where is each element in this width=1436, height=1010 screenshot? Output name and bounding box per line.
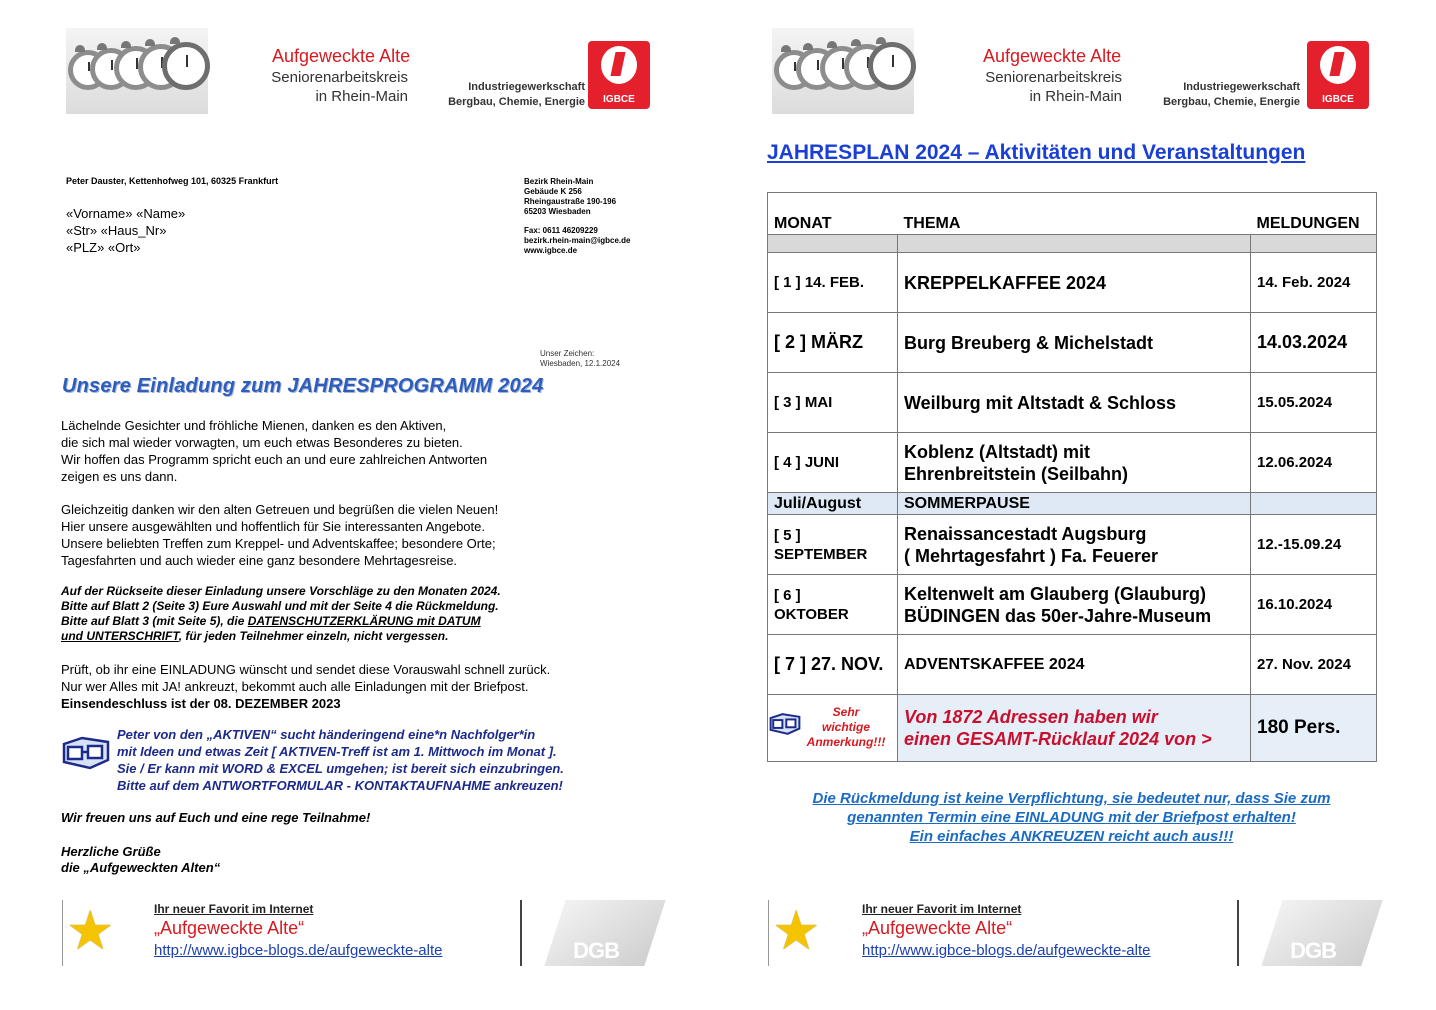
dgb-logo-text: DGB — [1290, 938, 1337, 963]
banner-heading: Ihr neuer Favorit im Internet — [862, 902, 1022, 916]
union-name — [1148, 80, 1300, 110]
brand-title: Aufgeweckte Alte — [272, 46, 411, 66]
date-cell: 14.03.2024 — [1251, 313, 1377, 373]
topic-line: Renaissancestadt Augsburg — [904, 523, 1147, 544]
brand-title: Aufgeweckte Alte — [983, 46, 1122, 66]
note-line: einen GESAMT-Rücklauf 2024 von > — [904, 729, 1212, 749]
website-line: www.igbce.de — [524, 246, 578, 255]
note-label-line: wichtige — [821, 720, 870, 734]
fax-line: Fax: 0611 46209229 — [524, 226, 598, 235]
union-line-2: Bergbau, Chemie, Energie — [1163, 96, 1300, 108]
paragraph-line: die sich mal wieder vorwagten, um euch etwas Besonderes zu bieten. — [61, 435, 463, 450]
banner-title: „Aufgeweckte Alte“ — [154, 918, 305, 938]
date-cell: 15.05.2024 — [1251, 373, 1377, 433]
topic-cell — [898, 515, 1251, 575]
banner-heading: Ihr neuer Favorit im Internet — [154, 902, 314, 916]
month-cell: [ 4 ] JUNI — [768, 433, 898, 493]
paragraph-line: Hier unsere ausgewählten und hoffentlich für Sie interessanten Angebote. — [61, 519, 485, 534]
union-line-1: Industriegewerkschaft — [1183, 81, 1300, 93]
banner-title: „Aufgeweckte Alte“ — [862, 918, 1013, 938]
brand-line-3: in Rhein-Main — [315, 88, 408, 105]
reference-label: Unser Zeichen: — [540, 349, 595, 358]
note-label-line: Sehr — [832, 705, 860, 719]
dgb-logo — [544, 900, 665, 966]
month-text: [ 5 ] SEPTEMBER — [774, 526, 868, 563]
paragraph-line: Nur wer Alles mit JA! ankreuzt, bekommt auch alle Einladungen mit der Briefpost. — [61, 679, 529, 694]
instruction-text: , für jeden Teilnehmer einzeln, nicht vergessen. — [178, 629, 449, 643]
recipient-line-3: «PLZ» «Ort» — [66, 240, 141, 255]
office-line-3: Rheingaustraße 190-196 — [524, 197, 617, 206]
recipient-line-1: «Vorname» «Name» — [66, 206, 186, 221]
igbce-logo — [588, 41, 650, 109]
star-icon: ★ — [772, 901, 821, 961]
paragraph-line: Unsere beliebten Treffen zum Kreppel- und Adventskaffee; besondere Orte; — [61, 536, 496, 551]
brand-subtitle — [250, 68, 408, 106]
instruction-line: Auf der Rückseite dieser Einladung unsere Vorschläge zu den Monaten 2024. — [61, 584, 501, 598]
star-icon: ★ — [66, 901, 115, 961]
greeting-line-1: Herzliche Grüße — [61, 844, 161, 859]
instruction-line: Bitte auf Blatt 2 (Seite 3) Eure Auswahl und mit der Seite 4 die Rückmeldung. — [61, 599, 499, 613]
table-row — [768, 575, 1377, 635]
topic-cell: SOMMERPAUSE — [898, 493, 1251, 515]
search-line: Peter von den „AKTIVEN“ sucht händeringend eine*n Nachfolger*in — [117, 727, 536, 742]
union-name — [437, 80, 585, 110]
igbce-logo-text: IGBCE — [603, 94, 635, 105]
brand-line-3: in Rhein-Main — [1029, 88, 1122, 105]
topic-line: ( Mehrtagesfahrt ) Fa. Feuerer — [904, 545, 1159, 566]
table-row — [768, 253, 1377, 313]
month-cell: [ 3 ] MAI — [768, 373, 898, 433]
plan-header-row — [768, 193, 1377, 235]
table-row — [768, 635, 1377, 695]
paragraph-line: zeigen es uns dann. — [61, 469, 178, 484]
month-cell — [768, 575, 898, 635]
topic-cell — [898, 433, 1251, 493]
col-month-header: MONAT — [768, 193, 898, 235]
month-cell: Juli/August — [768, 493, 898, 515]
igbce-logo — [1307, 41, 1369, 109]
plan-table — [767, 192, 1377, 762]
col-reports-header: MELDUNGEN — [1251, 193, 1377, 235]
topic-cell: ADVENTSKAFFEE 2024 — [898, 635, 1251, 695]
paragraph-line: Prüft, ob ihr eine EINLADUNG wünscht und sendet diese Vorauswahl schnell zurück. — [61, 662, 551, 677]
note-label — [798, 705, 894, 750]
blog-link[interactable]: http://www.igbce-blogs.de/aufgeweckte-alte — [154, 942, 443, 959]
topic-line: Ehrenbreitstein (Seilbahn) — [904, 463, 1129, 484]
date-cell: 12.-15.09.24 — [1251, 515, 1377, 575]
clocks-image — [66, 28, 208, 114]
topic-line: BÜDINGEN das 50er-Jahre-Museum — [904, 605, 1212, 626]
banner-edge — [768, 900, 769, 966]
banner-divider — [520, 900, 522, 966]
office-line-1: Bezirk Rhein-Main — [524, 177, 594, 186]
date-cell: 12.06.2024 — [1251, 433, 1377, 493]
paragraph-line: Wir hoffen das Programm spricht euch an und eure zahlreichen Antworten — [61, 452, 488, 467]
brand-line-2: Seniorenarbeitskreis — [271, 69, 408, 86]
dgb-logo-text: DGB — [573, 938, 620, 963]
igbce-logo-text: IGBCE — [1322, 94, 1354, 105]
date-cell: 14. Feb. 2024 — [1251, 253, 1377, 313]
topic-line: Keltenwelt am Glauberg (Glauburg) — [904, 583, 1207, 604]
month-cell: [ 1 ] 14. FEB. — [768, 253, 898, 313]
footer-note-line: genannten Termin eine EINLADUNG mit der Briefpost erhalten! — [847, 809, 1296, 826]
footer-note-line: Die Rückmeldung ist keine Verpflichtung, sie bedeutet nur, dass Sie zum — [812, 790, 1331, 807]
table-row — [768, 493, 1377, 515]
note-value-cell: 180 Pers. — [1251, 695, 1377, 762]
recipient-line-2: «Str» «Haus_Nr» — [66, 223, 167, 238]
closing-line: Wir freuen uns auf Euch und eine rege Teilnahme! — [61, 810, 371, 825]
office-line-4: 65203 Wiesbaden — [524, 207, 591, 216]
email-line: bezirk.rhein-main@igbce.de — [524, 236, 631, 245]
privacy-emphasis: DATENSCHUTZERKLÄRUNG mit DATUM — [247, 614, 481, 628]
note-label-cell — [768, 695, 898, 762]
note-row — [768, 695, 1377, 762]
deadline-text: Einsendeschluss ist der 08. DEZEMBER 2023 — [61, 696, 341, 711]
date-cell: 16.10.2024 — [1251, 575, 1377, 635]
union-line-2: Bergbau, Chemie, Energie — [448, 96, 585, 108]
footer-note-line: Ein einfaches ANKREUZEN reicht auch aus!!! — [909, 828, 1234, 845]
plan-spacer-row — [768, 235, 1377, 253]
3d-glasses-icon — [60, 732, 112, 774]
search-line: Bitte auf dem ANTWORTFORMULAR - KONTAKTAUFNAHME ankreuzen! — [117, 778, 563, 793]
date-cell — [1251, 493, 1377, 515]
topic-cell: Weilburg mit Altstadt & Schloss — [898, 373, 1251, 433]
month-cell — [768, 515, 898, 575]
reference-date: Wiesbaden, 12.1.2024 — [540, 359, 621, 368]
brand-line-2: Seniorenarbeitskreis — [985, 69, 1122, 86]
banner-divider — [1237, 900, 1239, 966]
3d-glasses-icon — [768, 709, 802, 739]
topic-cell — [898, 575, 1251, 635]
col-topic-header: THEMA — [898, 193, 1251, 235]
paragraph-line: Lächelnde Gesichter und fröhliche Mienen, danken es den Aktiven, — [61, 418, 447, 433]
table-row — [768, 313, 1377, 373]
topic-cell: Burg Breuberg & Michelstadt — [898, 313, 1251, 373]
greeting-line-2: die „Aufgeweckten Alten“ — [61, 860, 221, 875]
clocks-image — [772, 28, 914, 114]
topic-line: Koblenz (Altstadt) mit — [904, 441, 1090, 462]
instruction-line — [61, 614, 481, 629]
month-text: [ 6 ] OKTOBER — [774, 586, 849, 623]
note-line: Von 1872 Adressen haben wir — [904, 707, 1158, 727]
banner-edge — [62, 900, 63, 966]
invitation-title: Unsere Einladung zum JAHRESPROGRAMM 2024 — [62, 375, 544, 397]
plan-title: JAHRESPLAN 2024 – Aktivitäten und Veranstaltungen — [767, 141, 1306, 164]
date-cell: 27. Nov. 2024 — [1251, 635, 1377, 695]
search-line: mit Ideen und etwas Zeit [ AKTIVEN-Treff ist am 1. Mittwoch im Monat ]. — [117, 744, 557, 759]
union-line-1: Industriegewerkschaft — [468, 81, 585, 93]
paragraph-line: Gleichzeitig danken wir den alten Getreuen und begrüßen die vielen Neuen! — [61, 502, 499, 517]
table-row — [768, 515, 1377, 575]
blog-link[interactable]: http://www.igbce-blogs.de/aufgeweckte-alte — [862, 942, 1151, 959]
topic-cell: KREPPELKAFFEE 2024 — [898, 253, 1251, 313]
office-line-2: Gebäude K 256 — [524, 187, 582, 196]
table-row — [768, 373, 1377, 433]
note-label-line: Anmerkung!!! — [806, 735, 886, 749]
paragraph-line: Tagesfahrten und auch wieder eine ganz besondere Mehrtagesreise. — [61, 553, 458, 568]
search-line: Sie / Er kann mit WORD & EXCEL umgehen; ist bereit sich einzubringen. — [117, 761, 564, 776]
instruction-text: Bitte auf Blatt 3 (mit Seite 5), die — [61, 614, 248, 628]
month-cell: [ 2 ] MÄRZ — [768, 313, 898, 373]
month-cell: [ 7 ] 27. NOV. — [768, 635, 898, 695]
instruction-line — [61, 629, 448, 644]
dgb-logo — [1261, 900, 1382, 966]
table-row — [768, 433, 1377, 493]
note-text-cell — [898, 695, 1251, 762]
signature-emphasis: und UNTERSCHRIFT — [61, 629, 179, 643]
sender-line: Peter Dauster, Kettenhofweg 101, 60325 Frankfurt — [66, 176, 279, 186]
brand-subtitle — [962, 68, 1122, 106]
